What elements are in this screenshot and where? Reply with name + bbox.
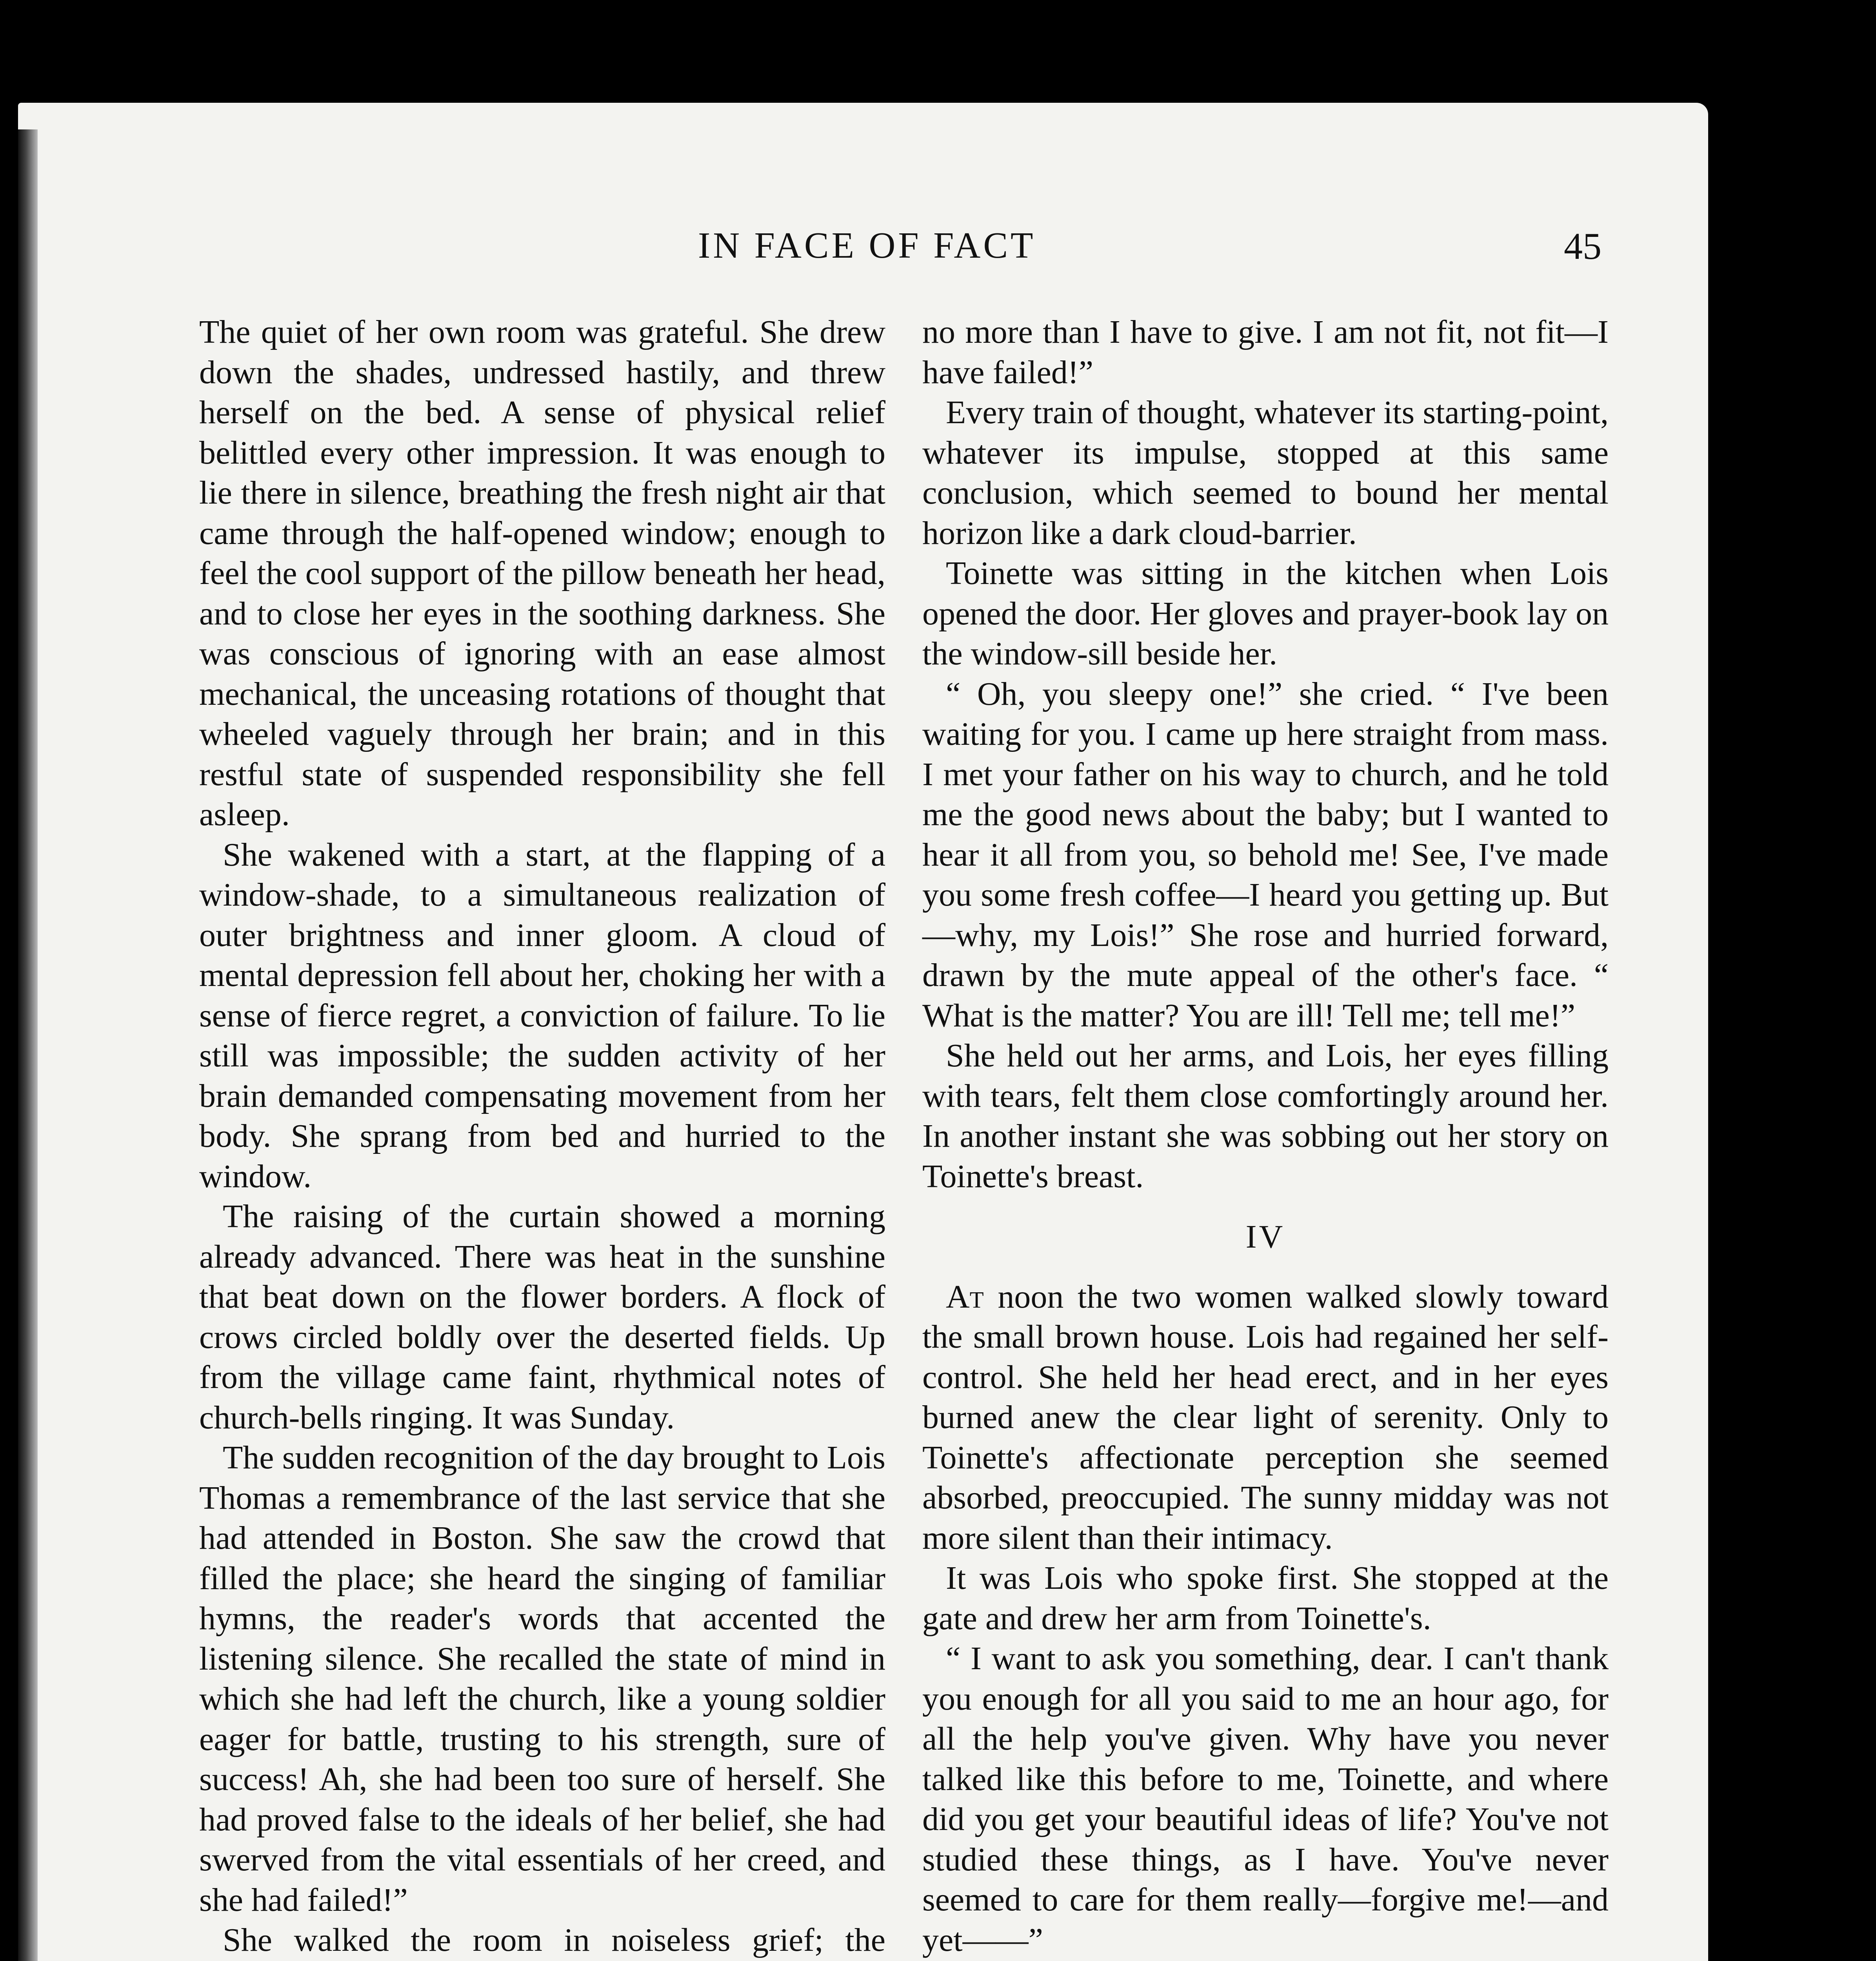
small-caps-lead: At	[946, 1278, 984, 1315]
paragraph: The quiet of her own room was grateful. She drew down the shades, undressed hastily, and threw herself on the bed. A sense of physical relief belittled every other impression. It was enough to lie there in silence, breathing the fresh night air that came through the half-opened window; enough to feel the cool support of the pillow beneath her head, and to close her eyes in the soothing darkness. She was conscious of ignoring with an ease almost mechanical, the unceasing rotations of thought that wheeled vaguely through her brain; and in this restful state of suspended responsibility she fell asleep.	[199, 314, 885, 833]
running-title: IN FACE OF FACT	[698, 225, 1036, 266]
paragraph	[922, 1277, 1609, 1559]
paragraph: no more than I have to give. I am not fit, not fit—I have failed!”	[922, 314, 1609, 391]
right-column	[922, 312, 1609, 1961]
left-column	[199, 312, 885, 1961]
paragraph: The raising of the curtain showed a morning already advanced. There was heat in the sunshine that beat down on the flower borders. A flock of crows circled boldly over the deserted fields. Up from the village came faint, rhythmical notes of church-bells ringing. It was Sunday.	[199, 1198, 885, 1436]
paragraph: “ Oh, you sleepy one!” she cried. “ I've been waiting for you. I came up here straight from mass. I met your father on his way to church, and he told me the good news about the baby; but I wanted to hear it all from you, so behold me! See, I've made you some fresh coffee—I heard you getting up. But—why, my Lois!” She rose and hurried forward, drawn by the mute appeal of the other's face. “ What is the matter? You are ill! Tell me; tell me!”	[922, 675, 1609, 1034]
paragraph: She held out her arms, and Lois, her eyes filling with tears, felt them close comfortingly around her. In another instant she was sobbing out her story on Toinette's breast.	[922, 1037, 1609, 1195]
paragraph: She walked the room in noiseless grief; the	[223, 1922, 885, 1958]
paragraph: It was Lois who spoke first. She stopped at the gate and drew her arm from Toinette's.	[922, 1560, 1609, 1637]
book-spine-shadow	[18, 129, 38, 1961]
paragraph: “ I want to ask you something, dear. I can't thank you enough for all you said to me an hour ago, for all the help you've given. Why have you never talked like this before to me, Toinette, and where did you get your beautiful ideas of life? You've not studied these things, as I have. You've never seemed to care for them really—forgive me!—and yet——”	[922, 1640, 1609, 1958]
paragraph: Toinette was sitting in the kitchen when Lois opened the door. Her gloves and prayer-book lay on the window-sill beside her.	[922, 555, 1609, 672]
paragraph: Every train of thought, whatever its starting-point, whatever its impulse, stopped at this same conclusion, which seemed to bound her mental horizon like a dark cloud-barrier.	[922, 394, 1609, 551]
paragraph: She wakened with a start, at the flapping of a window-shade, to a simultaneous realization of outer brightness and inner gloom. A cloud of mental depression fell about her, choking her with a sense of fierce regret, a conviction of failure. To lie still was impossible; the sudden activity of her brain demanded compensating movement from her body. She sprang from bed and hurried to the window.	[199, 836, 885, 1195]
section-heading: IV	[1245, 1219, 1285, 1255]
page-number: 45	[1564, 225, 1602, 267]
paragraph: The sudden recognition of the day brought to Lois Thomas a remembrance of the last service that she had attended in Boston. She saw the crowd that filled the place; she heard the singing of familiar hymns, the reader's words that accented the listening silence. She recalled the state of mind in which she had left the church, like a young soldier eager for battle, trusting to his strength, sure of success! Ah, she had been too sure of herself. She had proved false to the ideals of her belief, she had swerved from the vital essentials of her creed, and she had failed!”	[199, 1439, 885, 1918]
paragraph-text: noon the two women walked slowly toward the small brown house. Lois had regained her self-control. She held her head erect, and in her eyes burned anew the clear light of serenity. Only to Toinette's affectionate perception she seemed absorbed, preoccupied. The sunny midday was not more silent than their intimacy.	[922, 1278, 1609, 1556]
